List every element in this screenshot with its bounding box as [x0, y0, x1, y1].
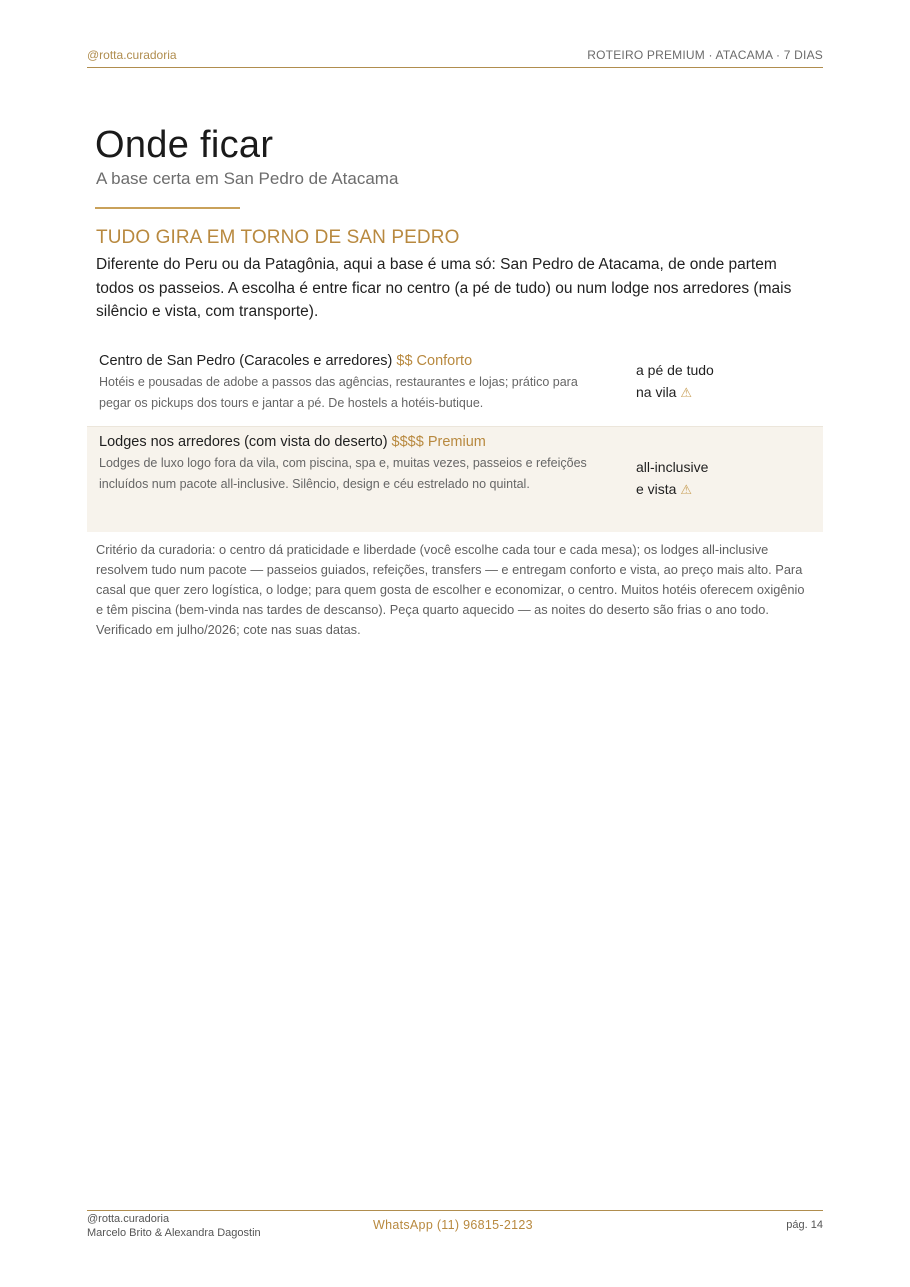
curation-criteria: Critério da curadoria: o centro dá praticidade e liberdade (você escolhe cada tour e cada mesa); os lodges all-inclusive resolvem tudo num pacote — passeios guiados, refeições, transfers — e entregam conforto e vista, ao preço mais alto. Para casal que quer zero logística, o lodge; para quem gosta de escolher e economizar, o centro. Muitos hotéis oferecem oxigênio e têm piscina (bem-vinda nas tardes de descanso). Peça quarto aquecido — as noites do deserto são frias o ano todo. Verificado em julho/2026; cote nas suas datas.	[96, 542, 805, 637]
footer-divider	[87, 1210, 823, 1211]
page-header	[87, 44, 823, 68]
footer-whatsapp: WhatsApp (11) 96815-2123	[373, 1218, 533, 1232]
option-row-lodges	[87, 427, 823, 532]
option-title	[99, 352, 472, 370]
section-intro: Diferente do Peru ou da Patagônia, aqui a base é uma só: San Pedro de Atacama, de onde partem todos os passeios. A escolha é entre ficar no centro (a pé de tudo) ou num lodge nos arredores (mais silêncio e vista, com transporte).	[96, 256, 792, 320]
option-note-line1: all-inclusive	[636, 459, 709, 475]
option-note-line1: a pé de tudo	[636, 362, 714, 378]
option-title	[99, 433, 486, 451]
warning-icon: ⚠	[680, 482, 693, 497]
footer-credits	[87, 1212, 261, 1240]
option-description: Hotéis e pousadas de adobe a passos das agências, restaurantes e lojas; prático para pegar os pickups dos tours e jantar a pé. De hostels a hotéis-butique.	[99, 375, 578, 410]
option-description: Lodges de luxo logo fora da vila, com piscina, spa e, muitas vezes, passeios e refeições incluídos num pacote all-inclusive. Silêncio, design e céu estrelado no quintal.	[99, 456, 587, 491]
section-heading: TUDO GIRA EM TORNO DE SAN PEDRO	[96, 227, 460, 248]
header-brand: @rotta.curadoria	[87, 48, 177, 62]
footer-brand: @rotta.curadoria	[87, 1213, 170, 1225]
option-tier: $$$$ Premium	[391, 434, 486, 450]
header-doc-title: ROTEIRO PREMIUM · ATACAMA · 7 DIAS	[587, 48, 823, 62]
page-number: pág. 14	[786, 1219, 823, 1231]
title-divider	[95, 207, 240, 209]
option-note	[636, 359, 796, 404]
option-note-line2: e vista	[636, 481, 677, 497]
option-tier: $$ Conforto	[396, 353, 473, 369]
option-note-line2: na vila	[636, 384, 677, 400]
page-title: Onde ficar	[95, 124, 274, 166]
warning-icon: ⚠	[680, 385, 693, 400]
option-name: Lodges nos arredores (com vista do deserto)	[99, 434, 388, 450]
option-note	[636, 456, 796, 501]
page-subtitle: A base certa em San Pedro de Atacama	[96, 169, 399, 188]
footer-authors: Marcelo Brito & Alexandra Dagostin	[87, 1227, 261, 1239]
option-row-centro	[87, 346, 823, 427]
option-name: Centro de San Pedro (Caracoles e arredores)	[99, 353, 393, 369]
